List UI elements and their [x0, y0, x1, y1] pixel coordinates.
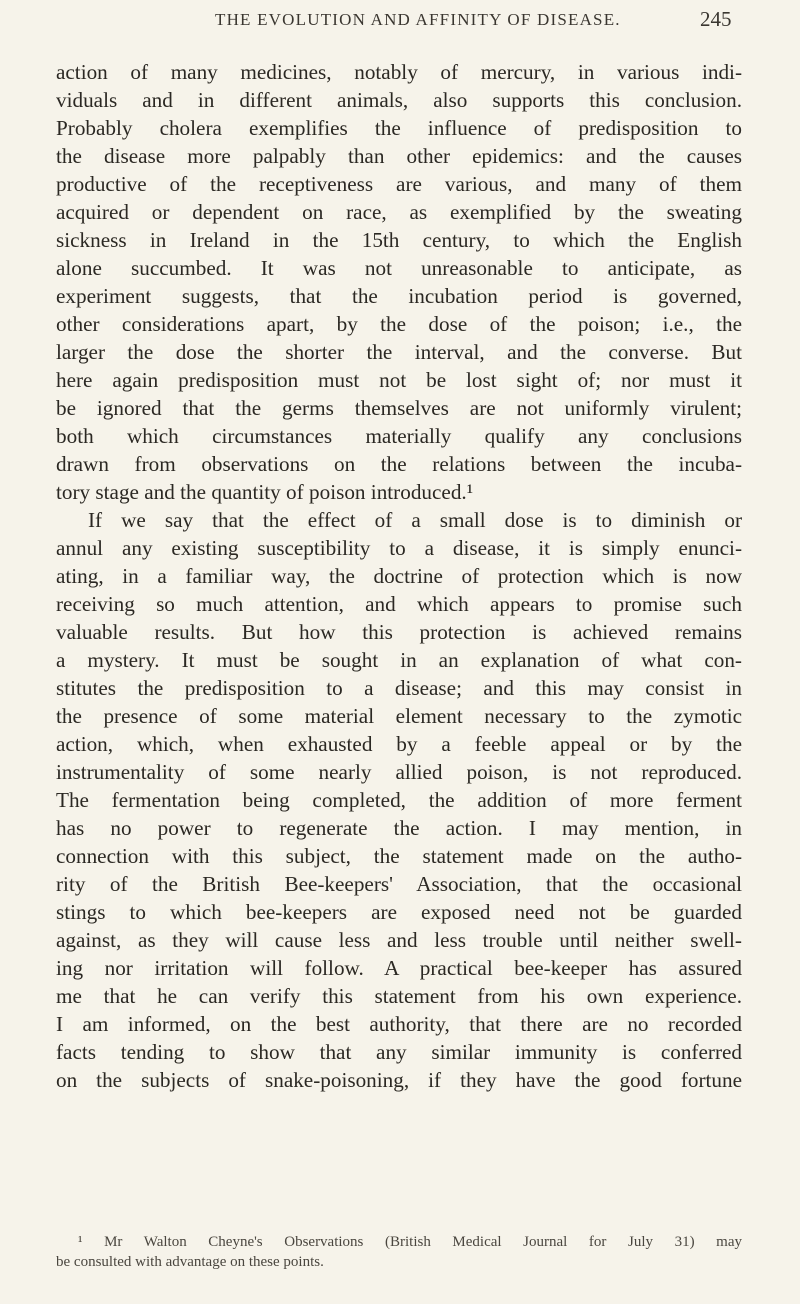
- text-line: here again predisposition must not be lost sight of; nor must it: [56, 368, 742, 392]
- text-line: stitutes the predisposition to a disease; and this may consist in: [56, 676, 742, 700]
- text-line: experiment suggests, that the incubation period is governed,: [56, 284, 742, 308]
- footnote-line: be consulted with advantage on these points.: [56, 1254, 324, 1270]
- text-line: acquired or dependent on race, as exemplified by the sweating: [56, 200, 742, 224]
- text-line: I am informed, on the best authority, that there are no recorded: [56, 1012, 742, 1036]
- running-title: THE EVOLUTION AND AFFINITY OF DISEASE.: [215, 10, 621, 29]
- text-line: ating, in a familiar way, the doctrine of protection which is now: [56, 564, 742, 588]
- text-line: action of many medicines, notably of mercury, in various indi-: [56, 60, 742, 84]
- text-line: alone succumbed. It was not unreasonable to anticipate, as: [56, 256, 742, 280]
- text-line: valuable results. But how this protection is achieved remains: [56, 620, 742, 644]
- text-line: other considerations apart, by the dose of the poison; i.e., the: [56, 312, 742, 336]
- text-line: ing nor irritation will follow. A practical bee-keeper has assured: [56, 956, 742, 980]
- text-line: the disease more palpably than other epidemics: and the causes: [56, 144, 742, 168]
- footnotes: [56, 1232, 742, 1272]
- text-line: action, which, when exhausted by a feeble appeal or by the: [56, 732, 742, 756]
- text-line: a mystery. It must be sought in an explanation of what con-: [56, 648, 742, 672]
- running-head: [0, 6, 800, 36]
- text-line: larger the dose the shorter the interval, and the converse. But: [56, 340, 742, 364]
- text-line: instrumentality of some nearly allied poison, is not reproduced.: [56, 760, 742, 784]
- text-line: stings to which bee-keepers are exposed need not be guarded: [56, 900, 742, 924]
- text-line: against, as they will cause less and less trouble until neither swell-: [56, 928, 742, 952]
- text-line: be ignored that the germs themselves are not uniformly virulent;: [56, 396, 742, 420]
- text-line: receiving so much attention, and which appears to promise such: [56, 592, 742, 616]
- text-line: tory stage and the quantity of poison introduced.¹: [56, 480, 474, 504]
- footnote-line: ¹ Mr Walton Cheyne's Observations (British Medical Journal for July 31) may: [78, 1234, 742, 1250]
- text-line: viduals and in different animals, also supports this conclusion.: [56, 88, 742, 112]
- text-line: annul any existing susceptibility to a disease, it is simply enunci-: [56, 536, 742, 560]
- text-line: The fermentation being completed, the addition of more ferment: [56, 788, 742, 812]
- text-line: me that he can verify this statement from his own experience.: [56, 984, 742, 1008]
- text-line: both which circumstances materially qualify any conclusions: [56, 424, 742, 448]
- text-line: productive of the receptiveness are various, and many of them: [56, 172, 742, 196]
- text-line: rity of the British Bee-keepers' Association, that the occasional: [56, 872, 742, 896]
- text-line: Probably cholera exemplifies the influence of predisposition to: [56, 116, 742, 140]
- text-line: sickness in Ireland in the 15th century, to which the English: [56, 228, 742, 252]
- text-line: connection with this subject, the statement made on the autho-: [56, 844, 742, 868]
- page-number: 245: [700, 7, 732, 31]
- text-line: drawn from observations on the relations between the incuba-: [56, 452, 742, 476]
- text-line: facts tending to show that any similar immunity is conferred: [56, 1040, 742, 1064]
- paragraph-start-line: If we say that the effect of a small dose is to diminish or: [88, 508, 742, 532]
- body-text: [56, 58, 742, 1094]
- text-line: on the subjects of snake-poisoning, if they have the good fortune: [56, 1068, 742, 1092]
- text-line: the presence of some material element necessary to the zymotic: [56, 704, 742, 728]
- text-line: has no power to regenerate the action. I may mention, in: [56, 816, 742, 840]
